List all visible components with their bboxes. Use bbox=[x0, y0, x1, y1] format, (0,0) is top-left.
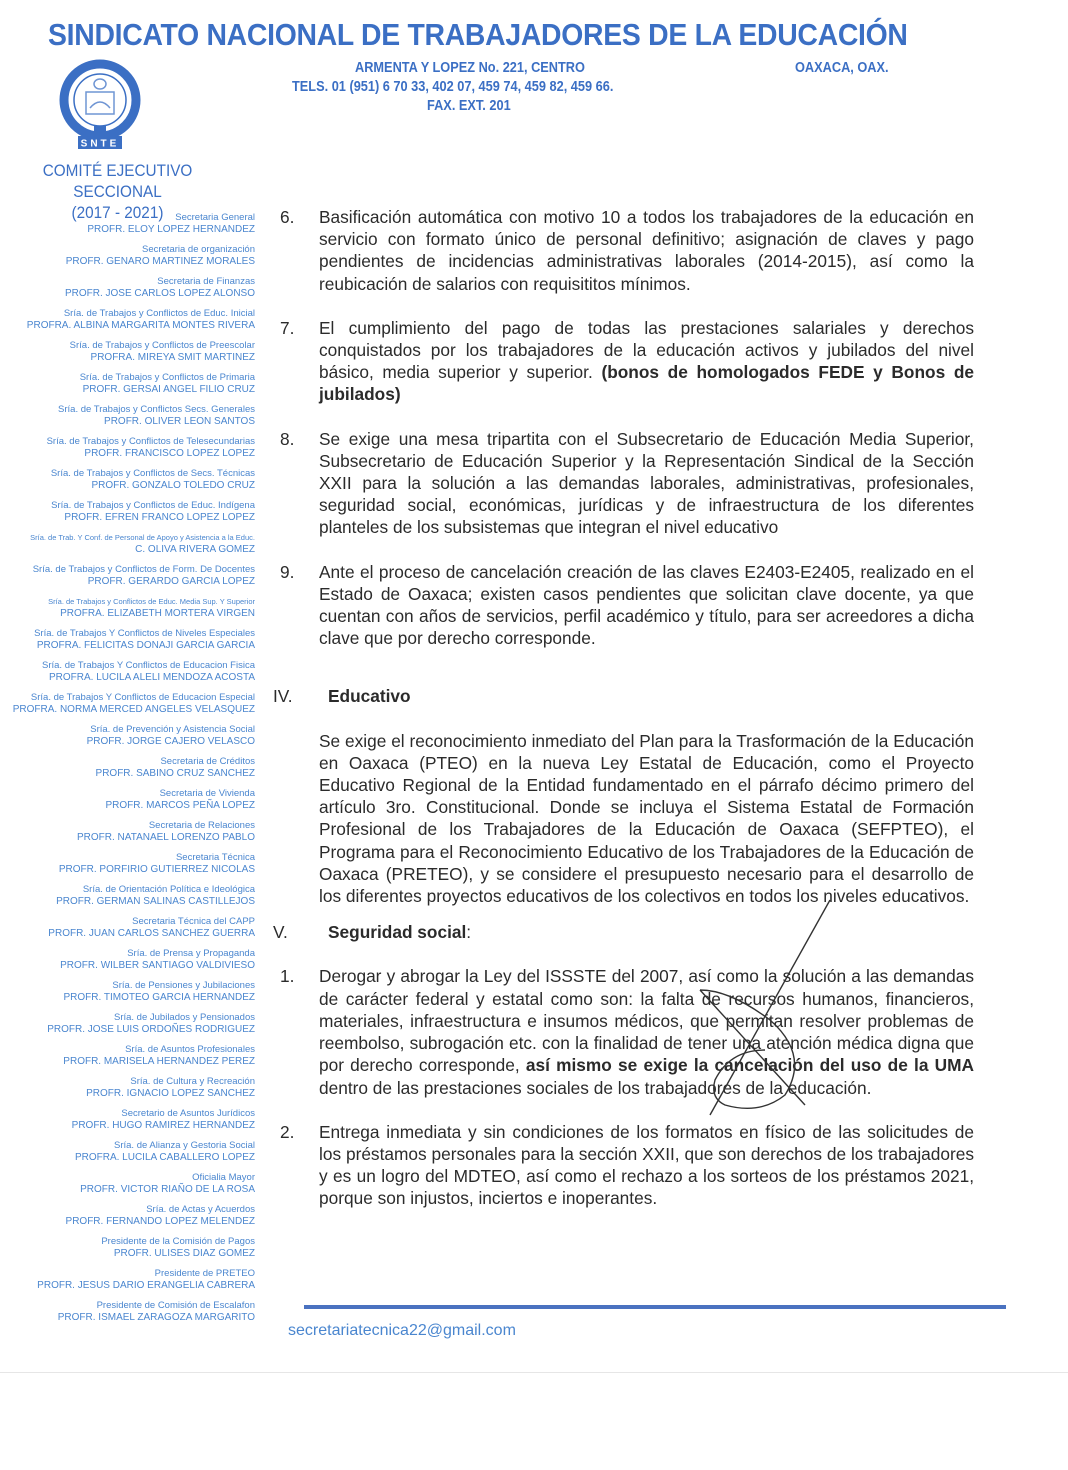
item-text bbox=[319, 317, 974, 406]
member-name: PROFRA. NORMA MERCED ANGELES VELASQUEZ bbox=[12, 704, 255, 715]
roster-member bbox=[0, 1108, 255, 1132]
member-role: Sría. de Prevención y Asistencia Social bbox=[90, 724, 255, 735]
section-heading-colon: : bbox=[466, 922, 472, 943]
roster-member bbox=[0, 340, 255, 364]
section-number: IV. bbox=[273, 686, 293, 707]
member-role: Sría. de Trabajos Y Conflictos de Educacion Fisica bbox=[42, 660, 255, 671]
member-role: Sría. de Trabajos y Conflictos de Educ. Inicial bbox=[63, 308, 255, 319]
section-educativo bbox=[273, 685, 974, 707]
member-role: Sría. de Alianza y Gestoria Social bbox=[114, 1140, 255, 1151]
member-role: Secretaria de organización bbox=[141, 244, 255, 255]
member-name: PROFR. HUGO RAMIREZ HERNANDEZ bbox=[71, 1120, 255, 1131]
roster-member bbox=[0, 564, 255, 588]
member-role: Secretaria de Vivienda bbox=[159, 788, 255, 799]
roster-member bbox=[0, 276, 255, 300]
member-name: PROFR. OLIVER LEON SANTOS bbox=[104, 416, 255, 427]
member-name: PROFR. TIMOTEO GARCIA HERNANDEZ bbox=[63, 992, 255, 1003]
item-text: Basificación automática con motivo 10 a todos los trabajadores de la educación en servicio con formato único de personal definitivo; asignación de claves y pago pendientes de incidencias administrativas laborales (2014-2015), así como la reubicación de salarios con requisititos mínimos. bbox=[319, 207, 974, 294]
committee-period: (2017 - 2021) bbox=[71, 203, 164, 222]
roster-member bbox=[0, 244, 255, 268]
member-role: Secretaria Técnica del CAPP bbox=[132, 916, 255, 927]
demand-item-8 bbox=[280, 428, 974, 539]
member-name: PROFR. VICTOR RIAÑO DE LA ROSA bbox=[80, 1184, 255, 1195]
member-role: Secretaria Técnica bbox=[175, 852, 255, 863]
member-name: PROFR. WILBER SANTIAGO VALDIVIESO bbox=[60, 960, 255, 971]
member-name: PROFR. JESUS DARIO ERANGELIA CABRERA bbox=[37, 1280, 255, 1291]
member-name: PROFRA. ALBINA MARGARITA MONTES RIVERA bbox=[26, 320, 255, 331]
member-role: Sría. de Pensiones y Jubilaciones bbox=[112, 980, 255, 991]
member-name: PROFR. PORFIRIO GUTIERREZ NICOLAS bbox=[58, 864, 255, 875]
member-role: Sría. de Asuntos Profesionales bbox=[125, 1044, 255, 1055]
member-name: PROFR. FRANCISCO LOPEZ LOPEZ bbox=[84, 448, 255, 459]
roster-member bbox=[0, 1076, 255, 1100]
member-name: PROFR. ULISES DIAZ GOMEZ bbox=[113, 1248, 255, 1259]
section-heading: Seguridad social bbox=[328, 922, 467, 943]
item-number: 9. bbox=[280, 561, 295, 582]
roster-member bbox=[0, 1268, 255, 1292]
member-name: PROFR. JORGE CAJERO VELASCO bbox=[86, 736, 255, 747]
item-text-regular: Derogar y abrogar la Ley del ISSSTE del 2007, así como la solución a las demandas de carácter federal y estatal como son: la falta de recursos humanos, financieros, materiales, infraestructura e insumos médicos, que permitan resolver problemas de reembolso, subrogación etc. con la finalidad de tener una atención médica digna que por derecho corresponde, bbox=[319, 966, 974, 1076]
seguridad-item-1 bbox=[280, 965, 974, 1098]
roster-member bbox=[0, 724, 255, 748]
roster-member bbox=[0, 1044, 255, 1068]
demand-item-7 bbox=[280, 317, 974, 406]
item-number: 8. bbox=[280, 428, 295, 449]
member-name: PROFR. ELOY LOPEZ HERNANDEZ bbox=[87, 224, 255, 235]
member-role: Sría. de Trab. Y Conf. de Personal de Apoyo y Asistencia a la Educ. bbox=[30, 533, 255, 542]
roster-member bbox=[0, 500, 255, 524]
item-text-tail: dentro de las prestaciones sociales de los trabajadores de la educación. bbox=[319, 1077, 872, 1098]
roster-member bbox=[0, 628, 255, 652]
committee-name: COMITÉ EJECUTIVO SECCIONAL bbox=[42, 161, 193, 201]
roster-member bbox=[0, 436, 255, 460]
item-number: 7. bbox=[280, 317, 295, 338]
section-heading: Educativo bbox=[328, 686, 411, 707]
member-role: Secretaria de Créditos bbox=[160, 756, 255, 767]
member-role: Secretaria de Finanzas bbox=[157, 276, 255, 287]
roster-member bbox=[0, 756, 255, 780]
roster-member bbox=[0, 1012, 255, 1036]
section-heading-wrap bbox=[328, 921, 471, 943]
item-number: 1. bbox=[280, 966, 295, 987]
member-role: Sría. de Actas y Acuerdos bbox=[146, 1204, 255, 1215]
address-street: ARMENTA Y LOPEZ No. 221, CENTRO bbox=[355, 60, 585, 76]
member-name: PROFR. GENARO MARTINEZ MORALES bbox=[65, 256, 255, 267]
member-name: PROFR. MARISELA HERNANDEZ PEREZ bbox=[63, 1056, 255, 1067]
member-name: PROFR. ISMAEL ZARAGOZA MARGARITO bbox=[57, 1312, 255, 1323]
member-name: PROFR. IGNACIO LOPEZ SANCHEZ bbox=[86, 1088, 255, 1099]
member-name: PROFRA. ELIZABETH MORTERA VIRGEN bbox=[60, 608, 255, 619]
roster-member bbox=[0, 916, 255, 940]
roster-member bbox=[0, 468, 255, 492]
page-edge-line bbox=[0, 1372, 1068, 1373]
member-name: PROFR. GERARDO GARCIA LOPEZ bbox=[87, 576, 255, 587]
demand-item-6 bbox=[280, 206, 974, 295]
roster-member bbox=[0, 1172, 255, 1196]
roster-member bbox=[0, 1204, 255, 1228]
member-role: Secretaria de Relaciones bbox=[148, 820, 255, 831]
document-body bbox=[273, 206, 975, 1232]
roster-member bbox=[0, 372, 255, 396]
member-name: PROFR. GERMAN SALINAS CASTILLEJOS bbox=[56, 896, 255, 907]
seguridad-item-2 bbox=[280, 1121, 974, 1210]
member-role: Sría. de Trabajos y Conflictos Secs. Generales bbox=[58, 404, 255, 415]
member-role: Presidente de PRETEO bbox=[154, 1268, 255, 1279]
fax-extension: FAX. EXT. 201 bbox=[427, 98, 511, 114]
member-name: PROFRA. LUCILA ALELI MENDOZA ACOSTA bbox=[49, 672, 255, 683]
member-name: PROFR. JOSE LUIS ORDOÑES RODRIGUEZ bbox=[47, 1024, 255, 1035]
member-name: PROFR. EFREN FRANCO LOPEZ LOPEZ bbox=[64, 512, 255, 523]
member-name: PROFR. FERNANDO LOPEZ MELENDEZ bbox=[65, 1216, 255, 1227]
member-role: Sría. de Cultura y Recreación bbox=[130, 1076, 255, 1087]
item-text bbox=[319, 965, 974, 1098]
member-role: Secretario de Asuntos Jurídicos bbox=[121, 1108, 255, 1119]
member-role: Sría. de Trabajos y Conflictos de Educ. Indígena bbox=[51, 500, 255, 511]
roster-member bbox=[0, 1300, 255, 1324]
member-role: Sría. de Prensa y Propaganda bbox=[127, 948, 255, 959]
member-name: PROFRA. LUCILA CABALLERO LOPEZ bbox=[74, 1152, 255, 1163]
phone-numbers: TELS. 01 (951) 6 70 33, 402 07, 459 74, 459 82, 459 66. bbox=[292, 79, 614, 95]
roster-member bbox=[0, 308, 255, 332]
member-role: Sría. de Trabajos y Conflictos de Form. De Docentes bbox=[32, 564, 255, 575]
member-role: Sría. de Trabajos Y Conflictos de Educacion Especial bbox=[30, 692, 255, 703]
item-text-regular: El cumplimiento del pago de todas las prestaciones salariales y derechos conquistados por los trabajadores de la educación activos y jubilados del nivel básico, media superior y superior. bbox=[319, 317, 974, 383]
roster-member bbox=[0, 532, 255, 556]
roster-member bbox=[0, 948, 255, 972]
member-name: PROFR. JUAN CARLOS SANCHEZ GUERRA bbox=[48, 928, 255, 939]
member-role: Secretaria General bbox=[175, 212, 255, 223]
member-role: Sría. de Orientación Política e Ideológica bbox=[82, 884, 255, 895]
member-role: Sría. de Trabajos y Conflictos de Educ. Media Sup. Y Superior bbox=[48, 597, 255, 606]
roster-member bbox=[0, 212, 255, 236]
section-educativo-text: Se exige el reconocimiento inmediato del Plan para la Trasformación de la Educación en Oaxaca (PTEO) en la nueva Ley Estatal de Educación, como el Proyecto Educativo Regional de la Entidad fundamentado en el párrafo décimo primero del artículo 3ro. Constitucional. Donde se incluya el Sistema Estatal de Formación Profesional de los Trabajadores de la Educación de Oaxaca (SEFPTEO), el Programa para el Reconocimiento Educativo de los Trabajadores de la Educación de Oaxaca (PRETEO), y se considere el presupuesto necesario para el desarrollo de los diferentes proyectos educativos de los colectivos en todos los niveles educativos. bbox=[319, 730, 974, 907]
item-text: Entrega inmediata y sin condiciones de los formatos en físico de las solicitudes de los préstamos personales para la sección XXII, que son derechos de los trabajadores y es un logro del MDTEO, así como el rechazo a los sorteos de los préstamos 2021, porque son injustos, inciertos e inoperantes. bbox=[319, 1121, 974, 1209]
roster-member bbox=[0, 884, 255, 908]
member-role: Sría. de Trabajos Y Conflictos de Niveles Especiales bbox=[34, 628, 255, 639]
item-text-bold: así mismo se exige la cancelación del uso de la UMA bbox=[525, 1055, 975, 1076]
member-name: C. OLIVA RIVERA GOMEZ bbox=[135, 544, 255, 555]
item-number: 2. bbox=[280, 1121, 295, 1142]
member-name: PROFRA. MIREYA SMIT MARTINEZ bbox=[90, 352, 255, 363]
roster-member bbox=[0, 980, 255, 1004]
member-name: PROFR. GONZALO TOLEDO CRUZ bbox=[91, 480, 255, 491]
logo-text: SNTE bbox=[80, 138, 120, 150]
member-role: Presidente de Comisión de Escalafon bbox=[96, 1300, 255, 1311]
footer-rule bbox=[304, 1305, 1006, 1309]
member-role: Sría. de Trabajos y Conflictos de Telesecundarias bbox=[46, 436, 255, 447]
demand-item-9 bbox=[280, 561, 974, 650]
organization-title: SINDICATO NACIONAL DE TRABAJADORES DE LA EDUCACIÓN bbox=[48, 18, 908, 52]
member-role: Sría. de Trabajos y Conflictos de Preescolar bbox=[69, 340, 255, 351]
address-city: OAXACA, OAX. bbox=[795, 60, 889, 76]
roster-member bbox=[0, 788, 255, 812]
roster-member bbox=[0, 692, 255, 716]
snte-logo-icon bbox=[50, 56, 150, 156]
item-text-bold: (bonos de homologados FEDE y Bonos de jubilados) bbox=[319, 362, 974, 405]
roster-member bbox=[0, 404, 255, 428]
roster-member bbox=[0, 660, 255, 684]
committee-roster bbox=[0, 212, 255, 1332]
roster-member bbox=[0, 1140, 255, 1164]
item-number: 6. bbox=[280, 207, 295, 227]
section-seguridad-social bbox=[273, 921, 974, 943]
member-role: Presidente de la Comisión de Pagos bbox=[101, 1236, 255, 1247]
member-name: PROFR. JOSE CARLOS LOPEZ ALONSO bbox=[64, 288, 255, 299]
member-name: PROFRA. FELICITAS DONAJI GARCIA GARCIA bbox=[36, 640, 255, 651]
member-role: Oficialia Mayor bbox=[192, 1172, 255, 1183]
roster-member bbox=[0, 1236, 255, 1260]
member-name: PROFR. GERSAI ANGEL FILIO CRUZ bbox=[82, 384, 255, 395]
item-text: Se exige una mesa tripartita con el Subsecretario de Educación Media Superior, Subsecretario de Educación Superior y la Representación Sindical de la Sección XXII para la solución a las demandas laborales, administrativas, profesionales, seguridad social, económicas, jurídicas y de infraestructura de los diferentes planteles de los subsistemas que integran el nivel educativo bbox=[319, 428, 974, 538]
roster-member bbox=[0, 596, 255, 620]
roster-member bbox=[0, 820, 255, 844]
contact-email-link[interactable]: secretariatecnica22@gmail.com bbox=[288, 1322, 516, 1339]
member-role: Sría. de Trabajos y Conflictos de Secs. Técnicas bbox=[50, 468, 255, 479]
item-text: Ante el proceso de cancelación creación de las claves E2403-E2405, realizado en el Estado de Oaxaca; existen casos pendientes que solicitan clave docente, ya que cuentan con años de servicios, perfil académico y título, para ser acreedores a dicha clave que por derecho corresponde. bbox=[319, 561, 974, 649]
member-role: Sría. de Jubilados y Pensionados bbox=[113, 1012, 255, 1023]
member-name: PROFR. NATANAEL LORENZO PABLO bbox=[77, 832, 255, 843]
member-role: Sría. de Trabajos y Conflictos de Primaria bbox=[79, 372, 255, 383]
member-name: PROFR. MARCOS PEÑA LOPEZ bbox=[105, 800, 255, 811]
roster-member bbox=[0, 852, 255, 876]
section-number: V. bbox=[273, 922, 288, 943]
member-name: PROFR. SABINO CRUZ SANCHEZ bbox=[95, 768, 255, 779]
